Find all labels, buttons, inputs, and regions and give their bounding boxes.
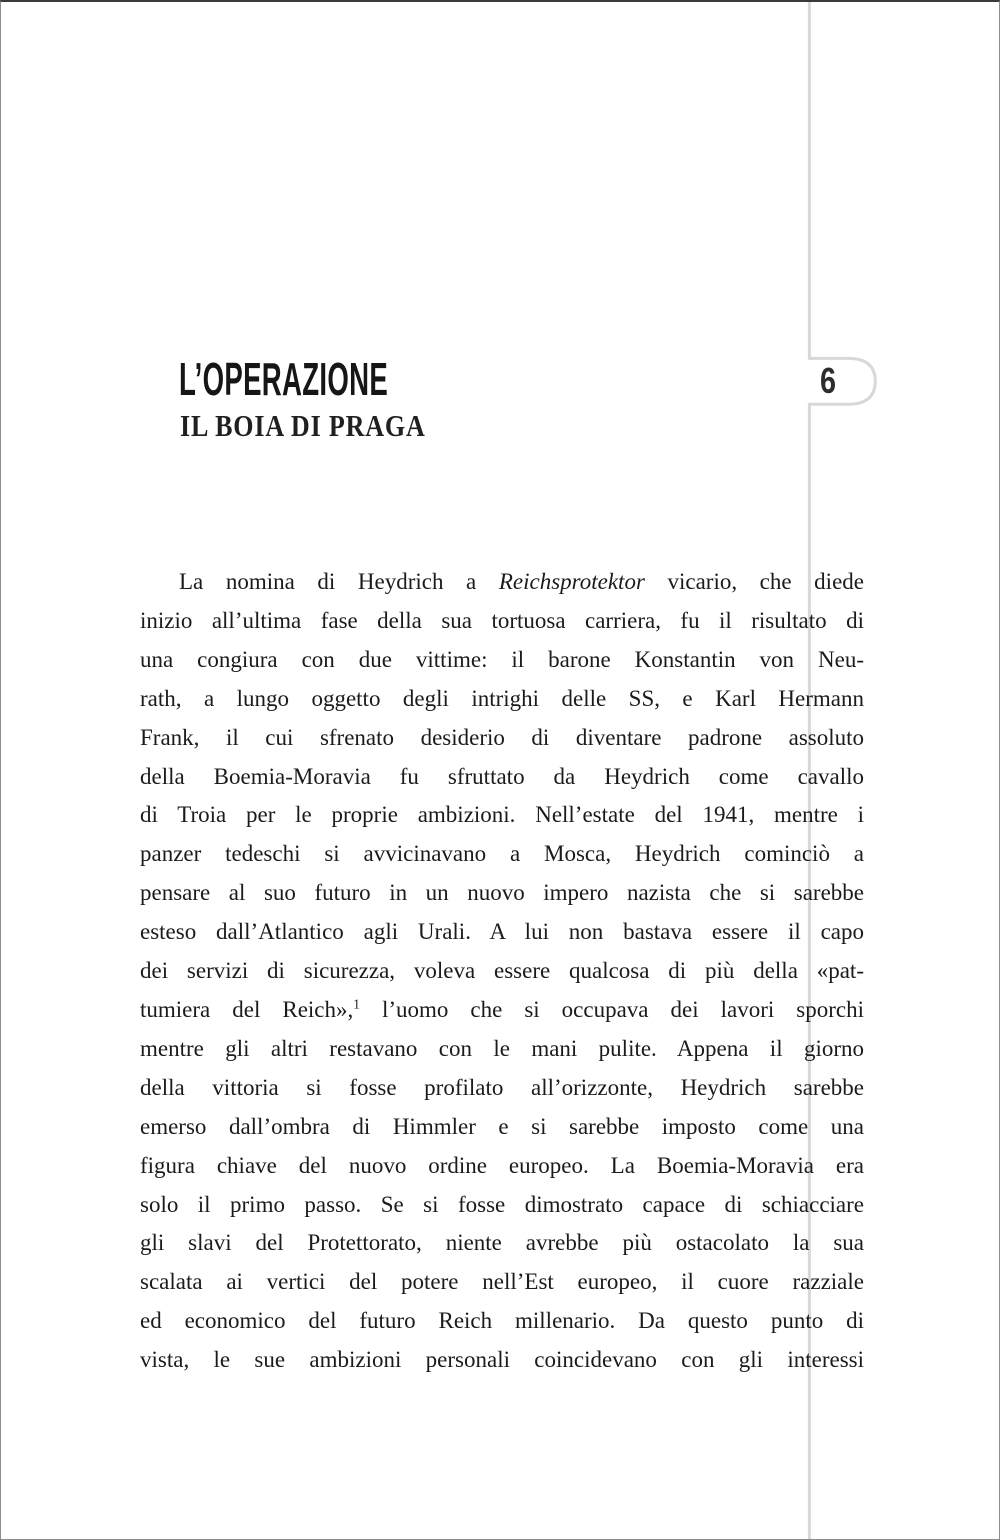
italic-term: Reichsprotektor (498, 569, 645, 594)
text-segment: dei servizi di sicurezza, voleva essere qualcosa di più della «pat- (140, 958, 864, 984)
body-line (140, 1302, 864, 1341)
body-line (140, 1224, 864, 1263)
text-segment: della vittoria si fosse profilato all’orizzonte, Heydrich sarebbe (140, 1074, 864, 1100)
text-segment: rath, a lungo oggetto degli intrighi delle SS, e Karl Hermann (140, 685, 864, 711)
body-line (140, 991, 864, 1030)
text-segment: ed economico del futuro Reich millenario. Da questo punto di (140, 1308, 864, 1334)
body-line (140, 719, 864, 758)
body-line (140, 680, 864, 719)
text-segment: vicario, che diede (644, 569, 864, 594)
text-segment: panzer tedeschi si avvicinavano a Mosca, Heydrich cominciò a (140, 841, 864, 867)
body-line (140, 602, 864, 641)
text-segment: solo il primo passo. Se si fosse dimostrato capace di schiacciare (140, 1191, 864, 1217)
body-line (140, 835, 864, 874)
text-segment: inizio all’ultima fase della sua tortuosa carriera, fu il risultato di (140, 607, 864, 633)
text-segment: gli slavi del Protettorato, niente avrebbe più ostacolato la sua (140, 1230, 864, 1256)
body-text (140, 563, 864, 1380)
body-line (140, 952, 864, 991)
text-segment: Frank, il cui sfrenato desiderio di diventare padrone assoluto (140, 724, 864, 750)
body-line (140, 1030, 864, 1069)
chapter-subtitle: IL BOIA DI PRAGA (180, 408, 426, 443)
text-segment: vista, le sue ambizioni personali coincidevano con gli interessi (140, 1347, 864, 1373)
body-line (140, 1069, 864, 1108)
footnote-ref[interactable]: 1 (353, 996, 360, 1012)
text-segment: l’uomo che si occupava dei lavori sporchi (359, 996, 864, 1022)
text-segment: figura chiave del nuovo ordine europeo. La Boemia-Moravia era (140, 1152, 864, 1178)
body-line (140, 1108, 864, 1147)
text-segment: emerso dall’ombra di Himmler e si sarebbe imposto come una (140, 1113, 864, 1139)
body-line (140, 796, 864, 835)
text-segment: una congiura con due vittime: il barone Konstantin von Neu- (140, 646, 864, 672)
text-segment: esteso dall’Atlantico agli Urali. A lui non bastava essere il capo (140, 919, 864, 945)
body-line (140, 563, 864, 602)
chapter-title: L’OPERAZIONE (179, 353, 389, 405)
text-segment: di Troia per le proprie ambizioni. Nell’estate del 1941, mentre i (140, 802, 864, 828)
text-segment: della Boemia-Moravia fu sfruttato da Heydrich come cavallo (140, 763, 864, 789)
body-line (140, 641, 864, 680)
text-segment: scalata ai vertici del potere nell’Est europeo, il cuore razziale (140, 1269, 864, 1295)
text-segment: pensare al suo futuro in un nuovo impero nazista che si sarebbe (140, 880, 864, 906)
body-line (140, 758, 864, 797)
text-segment: La nomina di Heydrich a (179, 569, 499, 594)
body-line (140, 1263, 864, 1302)
text-segment: tumiera del Reich», (140, 996, 354, 1022)
body-line (140, 874, 864, 913)
chapter-number: 6 (820, 360, 837, 401)
text-segment: mentre gli altri restavano con le mani pulite. Appena il giorno (140, 1035, 864, 1061)
body-line (140, 913, 864, 952)
body-line (140, 1341, 864, 1380)
body-line (140, 1186, 864, 1225)
body-line (140, 1147, 864, 1186)
